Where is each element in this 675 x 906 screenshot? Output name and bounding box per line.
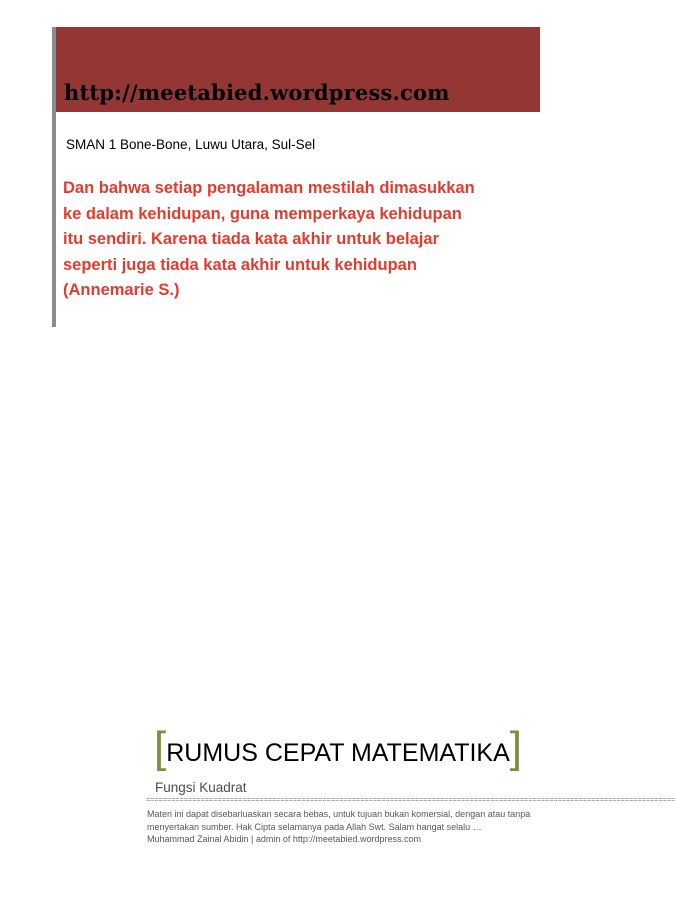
footer-line: menyertakan sumber. Hak Cipta selamanya pada Allah Swt. Salam hangat selalu …: [147, 821, 482, 832]
quote-line: ke dalam kehidupan, guna memperkaya kehidupan: [63, 204, 462, 223]
quote-author: (Annemarie S.): [63, 281, 180, 299]
quote-line: seperti juga tiada kata akhir untuk kehidupan: [63, 255, 417, 274]
site-url: http://meetabied.wordpress.com: [64, 80, 450, 105]
footer-line: Materi ini dapat disebarluaskan secara bebas, untuk tujuan bukan komersial, dengan atau tanpa: [147, 809, 531, 819]
title-close-bracket: ]: [509, 723, 523, 772]
document-title-row: [154, 722, 522, 774]
title-open-bracket: [: [154, 723, 167, 772]
footer-line: Muhammad Zainal Abidin | admin of http://meetabied.wordpress.com: [147, 834, 421, 844]
document-subtitle: Fungsi Kuadrat: [155, 780, 247, 795]
separator-line: ==============================================================================================================================: [146, 797, 675, 805]
quote-block: [63, 176, 543, 304]
quote-line: Dan bahwa setiap pengalaman mestilah dimasukkan: [63, 179, 475, 197]
document-title: RUMUS CEPAT MATEMATIKA: [166, 739, 510, 767]
school-name: SMAN 1 Bone-Bone, Luwu Utara, Sul-Sel: [66, 137, 316, 152]
quote-line: itu sendiri. Karena tiada kata akhir untuk belajar: [63, 230, 439, 248]
footer-notes: [147, 808, 577, 846]
